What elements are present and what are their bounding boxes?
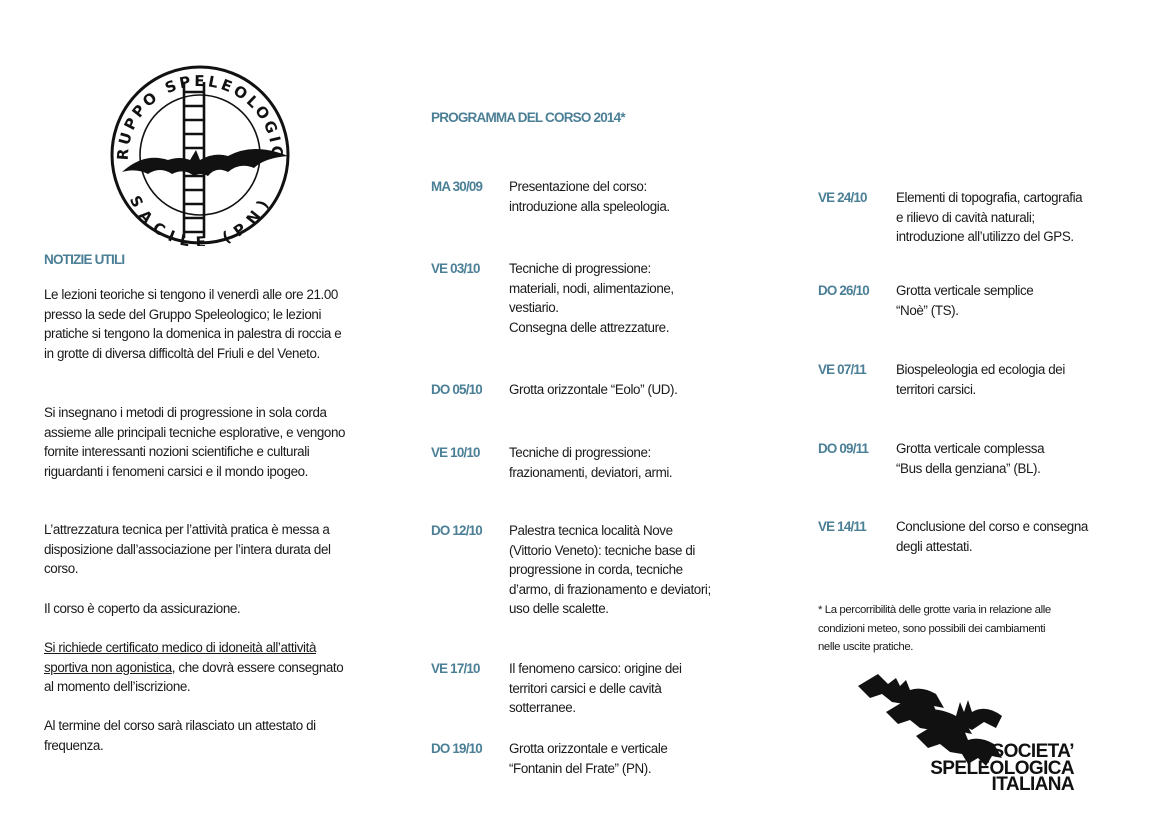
notizie-paragraph-assicurazione: Il corso è coperto da assicurazione. <box>44 601 241 616</box>
meteo-footnote: * La percorribilità delle grotte varia in relazione alle condizioni meteo, sono possibili dei cambiamenti nelle uscite pratiche. <box>818 604 1051 653</box>
entry-description: Biospeleologia ed ecologia dei territori carsici. <box>896 362 1065 397</box>
program-entry <box>431 443 672 482</box>
programma-heading: PROGRAMMA DEL CORSO 2014* <box>431 110 625 125</box>
entry-description: Tecniche di progressione: frazionamenti, deviatori, armi. <box>509 445 673 480</box>
entry-description: Palestra tecnica località Nove (Vittorio Veneto): tecniche base di progressione in corda, tecniche d’armo, di frazionamento e deviatori; uso delle scalette. <box>509 523 711 617</box>
entry-description: Grotta verticale semplice “Noè” (TS). <box>896 283 1034 318</box>
entry-date: VE 03/10 <box>431 261 480 276</box>
program-entry <box>431 739 667 778</box>
societa-speleologica-italiana-logo <box>852 672 1082 804</box>
entry-date: DO 09/11 <box>818 441 869 456</box>
notizie-utili-heading: NOTIZIE UTILI <box>44 252 125 267</box>
program-entry <box>818 360 1065 399</box>
notizie-paragraph-certificato <box>44 638 354 697</box>
notizie-paragraph-lezioni: Le lezioni teoriche si tengono il venerdì alle ore 21.00 presso la sede del Gruppo Speleologico; le lezioni pratiche si tengono la domenica in palestra di roccia e in grotte di diversa difficoltà del Friuli e del Veneto. <box>44 287 342 361</box>
certificato-rest-text: , che dovrà essere consegnato al momento dell’iscrizione. <box>44 659 344 695</box>
entry-date: DO 19/10 <box>431 741 482 756</box>
program-entry <box>431 380 677 400</box>
program-entry <box>818 517 1088 556</box>
entry-description: Conclusione del corso e consegna degli attestati. <box>896 519 1088 554</box>
entry-date: VE 10/10 <box>431 445 480 460</box>
entry-date: DO 05/10 <box>431 382 482 397</box>
logo-emblem <box>104 60 290 246</box>
entry-date: DO 26/10 <box>818 283 869 298</box>
entry-date: MA 30/09 <box>431 179 483 194</box>
notizie-paragraph-attrezzatura: L’attrezzatura tecnica per l’attività pratica è messa a disposizione dall’associazione per l’intera durata del corso. <box>44 522 331 577</box>
entry-description: Grotta orizzontale “Eolo” (UD). <box>509 382 678 397</box>
ssi-wordmark <box>852 741 1074 795</box>
ssi-line-italiana: ITALIANA <box>991 774 1074 795</box>
entry-date: VE 14/11 <box>818 519 866 534</box>
program-entry <box>431 177 670 216</box>
entry-date: VE 17/10 <box>431 661 480 676</box>
entry-description: Grotta orizzontale e verticale “Fontanin del Frate” (PN). <box>509 741 668 776</box>
program-entry <box>431 659 682 718</box>
notizie-paragraph-metodi: Si insegnano i metodi di progressione in sola corda assieme alle principali tecniche esplorative, e vengono fornite interessanti nozioni scientifiche e culturali riguardanti i fenomeni carsici e il mondo ipogeo. <box>44 405 346 479</box>
svg-text:SACILE (PN) <box>126 193 274 246</box>
logo-top-text: RUPPO SPELEOLOGIC <box>113 71 287 161</box>
entry-date: VE 24/10 <box>818 190 867 205</box>
ssi-line-societa: SOCIETA’ <box>991 741 1074 762</box>
entry-date: VE 07/11 <box>818 362 866 377</box>
program-entry <box>818 439 1044 478</box>
entry-description: Presentazione del corso: introduzione alla speleologia. <box>509 179 670 214</box>
entry-description: Grotta verticale complessa “Bus della genziana” (BL). <box>896 441 1045 476</box>
certificato-underlined-text: Si richiede certificato medico di idoneità all’attività sportiva non agonistica <box>44 640 316 675</box>
notizie-paragraph-attestato: Al termine del corso sarà rilasciato un attestato di frequenza. <box>44 718 316 753</box>
entry-date: DO 12/10 <box>431 523 482 538</box>
program-entry <box>431 521 711 619</box>
entry-description: Tecniche di progressione: materiali, nodi, alimentazione, vestiario. Consegna delle attrezzature. <box>509 261 674 335</box>
program-entry <box>818 281 1033 320</box>
entry-description: Elementi di topografia, cartografia e rilievo di cavità naturali; introduzione all’utilizzo del GPS. <box>896 190 1083 245</box>
program-entry <box>818 188 1082 247</box>
entry-description: Il fenomeno carsico: origine dei territori carsici e delle cavità sotterranee. <box>509 661 682 716</box>
ssi-line-speleologica: SPELEOLOGICA <box>930 757 1074 779</box>
program-entry <box>431 259 674 337</box>
logo-bottom-text: SACILE (PN) <box>125 192 275 246</box>
gruppo-speleologico-logo <box>104 60 290 246</box>
